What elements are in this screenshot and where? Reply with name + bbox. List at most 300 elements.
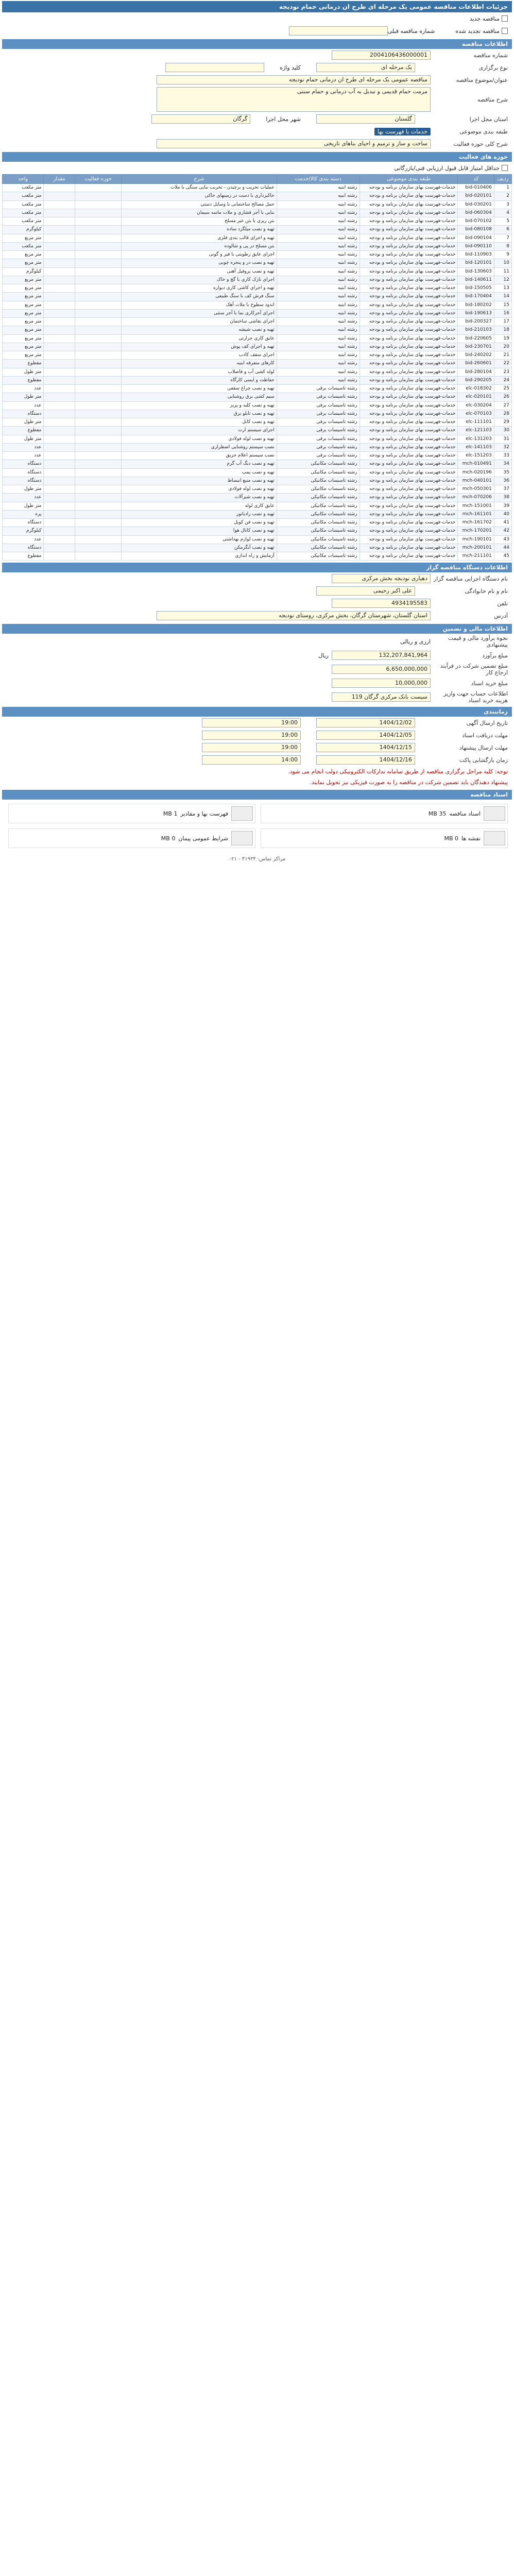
- org-name-field: دهیاری نودیجه بخش مرکزی: [332, 574, 431, 583]
- table-cell: اجرای سقف کاذب: [122, 351, 277, 360]
- table-cell: خدمات-فهرست بهای سازمان برنامه و بودجه: [359, 326, 458, 334]
- table-row: [3, 485, 512, 494]
- table-cell: تهیه و نصب رادیاتور: [122, 510, 277, 518]
- submit-end-time: 19:00: [202, 743, 301, 752]
- table-cell: [44, 343, 75, 351]
- table-cell: 39: [494, 502, 511, 510]
- table-cell: 7: [494, 234, 511, 242]
- table-row: [3, 510, 512, 518]
- table-row: [3, 376, 512, 384]
- opening-date: 1404/12/16: [316, 755, 415, 765]
- table-cell: مقطوع: [3, 427, 44, 435]
- table-row: [3, 393, 512, 401]
- table-cell: خدمات-فهرست بهای سازمان برنامه و بودجه: [359, 510, 458, 518]
- table-cell: خدمات-فهرست بهای سازمان برنامه و بودجه: [359, 393, 458, 401]
- table-cell: خدمات-فهرست بهای سازمان برنامه و بودجه: [359, 251, 458, 259]
- table-row: [3, 410, 512, 418]
- table-cell: رشته ابنیه: [277, 184, 359, 192]
- table-cell: رشته ابنیه: [277, 267, 359, 276]
- table-cell: bid-210103: [458, 326, 494, 334]
- table-cell: تهیه و نصب پمپ: [122, 468, 277, 477]
- table-cell: رشته تاسیسات مکانیکی: [277, 552, 359, 561]
- table-cell: elc-151203: [458, 452, 494, 460]
- table-cell: [44, 318, 75, 326]
- table-cell: [75, 217, 121, 226]
- table-cell: رشته ابنیه: [277, 360, 359, 368]
- table-cell: متر مکعب: [3, 217, 44, 226]
- table-cell: تهیه و نصب کابل: [122, 418, 277, 427]
- table-cell: عدد: [3, 535, 44, 544]
- table-cell: رشته تاسیسات برقی: [277, 385, 359, 393]
- table-cell: 22: [494, 360, 511, 368]
- table-cell: رشته تاسیسات مکانیکی: [277, 494, 359, 502]
- table-cell: [75, 209, 121, 217]
- table-cell: خدمات-فهرست بهای سازمان برنامه و بودجه: [359, 301, 458, 309]
- table-cell: خدمات-فهرست بهای سازمان برنامه و بودجه: [359, 234, 458, 242]
- guarantee-field: 6,650,000,000: [332, 665, 431, 674]
- table-cell: متر طول: [3, 368, 44, 376]
- table-cell: [75, 267, 121, 276]
- file-item[interactable]: [261, 828, 508, 848]
- table-cell: bid-280104: [458, 368, 494, 376]
- table-cell: [75, 427, 121, 435]
- table-cell: elc-018302: [458, 385, 494, 393]
- table-cell: پره: [3, 510, 44, 518]
- person-field: علی اکبر رحیمی: [316, 586, 415, 596]
- table-cell: [75, 519, 121, 527]
- table-cell: خدمات-فهرست بهای سازمان برنامه و بودجه: [359, 309, 458, 317]
- table-cell: رشته ابنیه: [277, 309, 359, 317]
- table-cell: رشته تاسیسات مکانیکی: [277, 535, 359, 544]
- address-field: استان گلستان، شهرستان گرگان، بخش مرکزی، روستای نودیجه: [157, 611, 431, 620]
- table-cell: مقطوع: [3, 552, 44, 561]
- publish-label: تاریخ ارسال آگهی: [466, 719, 508, 726]
- table-cell: متر مکعب: [3, 209, 44, 217]
- table-header-cell: ردیف: [494, 175, 511, 184]
- table-cell: متر مربع: [3, 284, 44, 293]
- table-cell: بنایی با آجر فشاری و ملات ماسه سیمان: [122, 209, 277, 217]
- table-cell: عدد: [3, 494, 44, 502]
- table-cell: تهیه و نصب شیرآلات: [122, 494, 277, 502]
- file-item[interactable]: [261, 804, 508, 823]
- table-cell: [44, 251, 75, 259]
- table-cell: متر مکعب: [3, 192, 44, 200]
- table-cell: رشته ابنیه: [277, 251, 359, 259]
- table-cell: اجرای سیستم ارت: [122, 427, 277, 435]
- type-field: یک مرحله ای: [316, 63, 415, 72]
- table-row: [3, 192, 512, 200]
- table-cell: رشته ابنیه: [277, 200, 359, 209]
- table-row: [3, 326, 512, 334]
- table-cell: [75, 259, 121, 267]
- table-cell: رشته تاسیسات برقی: [277, 418, 359, 427]
- keyword-label: کلید واژه: [280, 64, 301, 71]
- table-cell: [75, 510, 121, 518]
- table-cell: 43: [494, 535, 511, 544]
- table-cell: اندود سطوح با ملات آهک: [122, 301, 277, 309]
- table-cell: [75, 494, 121, 502]
- table-cell: [44, 468, 75, 477]
- table-cell: 12: [494, 276, 511, 284]
- table-row: [3, 343, 512, 351]
- table-cell: عدد: [3, 452, 44, 460]
- table-cell: کیلوگرم: [3, 527, 44, 535]
- table-cell: [44, 234, 75, 242]
- table-header-cell: واحد: [3, 175, 44, 184]
- table-row: [3, 251, 512, 259]
- table-cell: 11: [494, 267, 511, 276]
- table-cell: خدمات-فهرست بهای سازمان برنامه و بودجه: [359, 410, 458, 418]
- table-cell: بتن مسلح در پی و شالوده: [122, 242, 277, 250]
- file-name: اسناد مناقصه: [449, 810, 481, 817]
- table-cell: خدمات-فهرست بهای سازمان برنامه و بودجه: [359, 552, 458, 561]
- file-item[interactable]: [8, 828, 255, 848]
- table-row: [3, 351, 512, 360]
- new-tender-label: مناقصه جدید: [469, 15, 500, 22]
- table-cell: elc-020101: [458, 393, 494, 401]
- table-cell: کیلوگرم: [3, 267, 44, 276]
- table-cell: bid-090104: [458, 234, 494, 242]
- renewed-tender-label: مناقصه تجدید شده: [455, 27, 500, 35]
- table-cell: [75, 452, 121, 460]
- table-cell: خدمات-فهرست بهای سازمان برنامه و بودجه: [359, 385, 458, 393]
- table-cell: [75, 326, 121, 334]
- table-cell: خدمات-فهرست بهای سازمان برنامه و بودجه: [359, 267, 458, 276]
- table-cell: تهیه و نصب فن کویل: [122, 519, 277, 527]
- table-cell: خدمات-فهرست بهای سازمان برنامه و بودجه: [359, 527, 458, 535]
- table-cell: bid-070102: [458, 217, 494, 226]
- table-cell: [75, 393, 121, 401]
- table-cell: مقطوع: [3, 360, 44, 368]
- table-cell: رشته ابنیه: [277, 234, 359, 242]
- table-row: [3, 200, 512, 209]
- renewed-tender-row: [2, 25, 512, 37]
- table-cell: متر طول: [3, 393, 44, 401]
- file-name: فهرست بها و مقادیر: [180, 810, 228, 817]
- table-cell: [75, 360, 121, 368]
- table-cell: [44, 242, 75, 250]
- table-cell: رشته ابنیه: [277, 217, 359, 226]
- table-row: [3, 477, 512, 485]
- table-cell: [75, 192, 121, 200]
- address-label: آدرس: [494, 612, 508, 619]
- table-cell: اجرای نقاشی ساختمان: [122, 318, 277, 326]
- table-cell: متر مربع: [3, 334, 44, 343]
- province-label: استان محل اجرا: [469, 115, 508, 123]
- table-cell: رشته ابنیه: [277, 226, 359, 234]
- table-cell: 15: [494, 301, 511, 309]
- table-row: [3, 527, 512, 535]
- table-cell: [75, 284, 121, 293]
- file-item[interactable]: [8, 804, 255, 823]
- files-section-header: اسناد مناقصه: [2, 790, 512, 800]
- doc-end-time: 19:00: [202, 731, 301, 740]
- table-row: [3, 452, 512, 460]
- table-cell: [75, 385, 121, 393]
- table-cell: عایق کاری لوله: [122, 502, 277, 510]
- table-cell: bid-190613: [458, 309, 494, 317]
- table-cell: خدمات-فهرست بهای سازمان برنامه و بودجه: [359, 351, 458, 360]
- table-cell: 44: [494, 544, 511, 552]
- table-cell: رشته تاسیسات برقی: [277, 443, 359, 451]
- table-cell: تهیه و نصب دیگ آب گرم: [122, 460, 277, 468]
- file-icon: [484, 806, 505, 821]
- tender-number-label: شماره مناقصه: [473, 52, 508, 59]
- table-cell: رشته ابنیه: [277, 209, 359, 217]
- file-size: 1 MB: [163, 810, 178, 817]
- table-row: [3, 494, 512, 502]
- table-cell: elc-030204: [458, 401, 494, 410]
- new-tender-checkbox[interactable]: [502, 15, 508, 22]
- table-row: [3, 427, 512, 435]
- table-cell: [44, 284, 75, 293]
- table-cell: متر مربع: [3, 301, 44, 309]
- table-cell: 33: [494, 452, 511, 460]
- table-cell: [44, 393, 75, 401]
- table-cell: خدمات-فهرست بهای سازمان برنامه و بودجه: [359, 401, 458, 410]
- table-row: [3, 334, 512, 343]
- min-score-checkbox[interactable]: [502, 165, 508, 171]
- table-cell: [44, 502, 75, 510]
- table-cell: mch-211101: [458, 552, 494, 561]
- table-cell: [44, 326, 75, 334]
- table-cell: [75, 418, 121, 427]
- category-value: خدمات با فهرست بها: [374, 128, 431, 135]
- table-row: [3, 209, 512, 217]
- file-icon: [484, 831, 505, 845]
- table-cell: خاکبرداری با دست در زمینهای خاکی: [122, 192, 277, 200]
- table-cell: کیلوگرم: [3, 226, 44, 234]
- table-header-row: [3, 175, 512, 184]
- table-cell: خدمات-فهرست بهای سازمان برنامه و بودجه: [359, 494, 458, 502]
- table-cell: خدمات-فهرست بهای سازمان برنامه و بودجه: [359, 334, 458, 343]
- table-cell: 42: [494, 527, 511, 535]
- table-cell: سنگ فرش کف با سنگ طبیعی: [122, 293, 277, 301]
- table-cell: mch-200101: [458, 544, 494, 552]
- table-cell: خدمات-فهرست بهای سازمان برنامه و بودجه: [359, 443, 458, 451]
- table-cell: [75, 502, 121, 510]
- table-cell: mch-161101: [458, 510, 494, 518]
- table-cell: [44, 351, 75, 360]
- table-cell: [75, 535, 121, 544]
- table-cell: متر طول: [3, 435, 44, 443]
- table-cell: تهیه و نصب در و پنجره چوبی: [122, 259, 277, 267]
- table-row: [3, 368, 512, 376]
- table-cell: متر مربع: [3, 276, 44, 284]
- table-cell: تهیه و نصب کانال هوا: [122, 527, 277, 535]
- table-cell: [44, 460, 75, 468]
- table-cell: 21: [494, 351, 511, 360]
- table-cell: 37: [494, 485, 511, 494]
- table-cell: [75, 435, 121, 443]
- doc-price-label: مبلغ خرید اسناد: [471, 680, 508, 687]
- table-cell: [44, 192, 75, 200]
- table-cell: [75, 368, 121, 376]
- prev-number-field[interactable]: [289, 26, 388, 36]
- table-cell: 8: [494, 242, 511, 250]
- table-row: [3, 460, 512, 468]
- table-cell: خدمات-فهرست بهای سازمان برنامه و بودجه: [359, 544, 458, 552]
- table-cell: رشته ابنیه: [277, 242, 359, 250]
- table-cell: 6: [494, 226, 511, 234]
- table-cell: bid-200327: [458, 318, 494, 326]
- table-cell: bid-020101: [458, 192, 494, 200]
- table-cell: تهیه و نصب منبع انبساط: [122, 477, 277, 485]
- table-cell: [44, 293, 75, 301]
- table-cell: خدمات-فهرست بهای سازمان برنامه و بودجه: [359, 259, 458, 267]
- amount-label: مبلغ برآورد: [482, 652, 508, 659]
- table-cell: رشته تاسیسات برقی: [277, 410, 359, 418]
- person-label: نام و نام خانوادگی: [465, 587, 508, 595]
- table-cell: رشته ابنیه: [277, 192, 359, 200]
- table-cell: [44, 477, 75, 485]
- table-cell: دستگاه: [3, 519, 44, 527]
- table-row: [3, 502, 512, 510]
- renewed-tender-checkbox[interactable]: [502, 28, 508, 34]
- table-cell: [44, 200, 75, 209]
- table-cell: [75, 527, 121, 535]
- file-size: 35 MB: [428, 810, 447, 817]
- table-cell: متر مربع: [3, 351, 44, 360]
- table-row: [3, 276, 512, 284]
- table-cell: [44, 334, 75, 343]
- table-cell: رشته ابنیه: [277, 318, 359, 326]
- table-cell: حفاظت و ایمنی کارگاه: [122, 376, 277, 384]
- table-cell: رشته تاسیسات مکانیکی: [277, 477, 359, 485]
- table-cell: رشته ابنیه: [277, 301, 359, 309]
- table-cell: خدمات-فهرست بهای سازمان برنامه و بودجه: [359, 427, 458, 435]
- table-cell: تهیه و نصب لوله فولادی: [122, 485, 277, 494]
- file-size: 0 MB: [161, 835, 176, 842]
- table-cell: متر مربع: [3, 309, 44, 317]
- table-cell: 17: [494, 318, 511, 326]
- province-field: گلستان: [316, 114, 415, 124]
- table-cell: خدمات-فهرست بهای سازمان برنامه و بودجه: [359, 502, 458, 510]
- table-cell: [44, 427, 75, 435]
- title-label: عنوان/موضوع مناقصه: [456, 76, 508, 83]
- table-cell: خدمات-فهرست بهای سازمان برنامه و بودجه: [359, 343, 458, 351]
- table-header-cell: طبقه بندی موضوعی: [359, 175, 458, 184]
- file-name: نقشه ها: [461, 835, 481, 842]
- table-cell: 25: [494, 385, 511, 393]
- table-cell: خدمات-فهرست بهای سازمان برنامه و بودجه: [359, 200, 458, 209]
- table-row: [3, 217, 512, 226]
- table-cell: رشته ابنیه: [277, 334, 359, 343]
- estimate-label: نحوه برآورد مالی و قیمت پیشنهادی: [448, 635, 508, 649]
- table-cell: mch-040101: [458, 477, 494, 485]
- table-cell: [75, 376, 121, 384]
- table-cell: 45: [494, 552, 511, 561]
- table-cell: 13: [494, 284, 511, 293]
- table-cell: [75, 410, 121, 418]
- table-cell: عدد: [3, 443, 44, 451]
- table-cell: [44, 552, 75, 561]
- submit-end-label: مهلت ارسال پیشنهاد: [459, 744, 508, 751]
- table-cell: خدمات-فهرست بهای سازمان برنامه و بودجه: [359, 368, 458, 376]
- table-cell: متر مکعب: [3, 200, 44, 209]
- table-cell: کارهای متفرقه ابنیه: [122, 360, 277, 368]
- opening-time: 14:00: [202, 755, 301, 765]
- activity-label: شرح کلی حوزه فعالیت: [453, 140, 508, 147]
- table-cell: [75, 184, 121, 192]
- title-field: مناقصه عمومی یک مرحله ای طرح ان درمانی حمام نودیجه: [157, 75, 431, 84]
- desc-label: شرح مناقصه: [477, 96, 508, 103]
- table-row: [3, 418, 512, 427]
- table-cell: رشته تاسیسات مکانیکی: [277, 527, 359, 535]
- footer: مراکز تماس: ۴۱۹۳۴ - ۰۲۱: [228, 856, 286, 862]
- table-cell: 29: [494, 418, 511, 427]
- table-cell: 5: [494, 217, 511, 226]
- table-cell: رشته ابنیه: [277, 376, 359, 384]
- table-row: [3, 318, 512, 326]
- file-size: 0 MB: [444, 835, 458, 842]
- table-row: [3, 519, 512, 527]
- table-row: [3, 242, 512, 250]
- table-cell: خدمات-فهرست بهای سازمان برنامه و بودجه: [359, 468, 458, 477]
- min-score-label: حداقل امتیاز قابل قبول ارزیابی فنی/بازرگانی: [394, 164, 500, 172]
- desc-field: مرمت حمام قدیمی و تبدیل به آب درمانی و حمام سنتی: [157, 87, 431, 112]
- table-cell: 19: [494, 334, 511, 343]
- table-cell: 14: [494, 293, 511, 301]
- table-cell: تهیه و نصب آبگرمکن: [122, 544, 277, 552]
- table-cell: متر طول: [3, 485, 44, 494]
- table-cell: تهیه و اجرای کف پوش: [122, 343, 277, 351]
- table-row: [3, 443, 512, 451]
- table-row: [3, 259, 512, 267]
- table-cell: دستگاه: [3, 544, 44, 552]
- table-cell: [44, 401, 75, 410]
- table-cell: 38: [494, 494, 511, 502]
- table-cell: 36: [494, 477, 511, 485]
- table-cell: [44, 519, 75, 527]
- table-cell: رشته ابنیه: [277, 351, 359, 360]
- table-cell: رشته ابنیه: [277, 368, 359, 376]
- table-cell: elc-070103: [458, 410, 494, 418]
- table-cell: [75, 301, 121, 309]
- table-cell: [44, 527, 75, 535]
- table-cell: [75, 309, 121, 317]
- table-cell: دستگاه: [3, 477, 44, 485]
- table-header-cell: شرح: [122, 175, 277, 184]
- table-row: [3, 401, 512, 410]
- table-cell: elc-131203: [458, 435, 494, 443]
- table-cell: متر مربع: [3, 251, 44, 259]
- table-cell: رشته تاسیسات مکانیکی: [277, 485, 359, 494]
- table-cell: رشته تاسیسات مکانیکی: [277, 468, 359, 477]
- city-field: گرگان: [151, 114, 250, 124]
- table-cell: تهیه و اجرای قالب بندی فلزی: [122, 234, 277, 242]
- table-cell: تهیه و نصب پروفیل آهنی: [122, 267, 277, 276]
- table-cell: [75, 200, 121, 209]
- table-row: [3, 301, 512, 309]
- table-cell: [75, 485, 121, 494]
- table-cell: 34: [494, 460, 511, 468]
- doc-price-field: 10,000,000: [332, 679, 431, 688]
- general-section-header: اطلاعات مناقصه: [2, 39, 512, 49]
- table-cell: خدمات-فهرست بهای سازمان برنامه و بودجه: [359, 460, 458, 468]
- table-row: [3, 435, 512, 443]
- table-cell: تهیه و نصب چراغ سقفی: [122, 385, 277, 393]
- table-cell: خدمات-فهرست بهای سازمان برنامه و بودجه: [359, 242, 458, 250]
- table-cell: [75, 293, 121, 301]
- table-cell: اجرای نازک کاری با گچ و خاک: [122, 276, 277, 284]
- table-cell: [44, 494, 75, 502]
- table-cell: 10: [494, 259, 511, 267]
- table-cell: [44, 544, 75, 552]
- file-name: شرایط عمومی پیمان: [178, 835, 228, 842]
- table-cell: خدمات-فهرست بهای سازمان برنامه و بودجه: [359, 184, 458, 192]
- table-cell: خدمات-فهرست بهای سازمان برنامه و بودجه: [359, 226, 458, 234]
